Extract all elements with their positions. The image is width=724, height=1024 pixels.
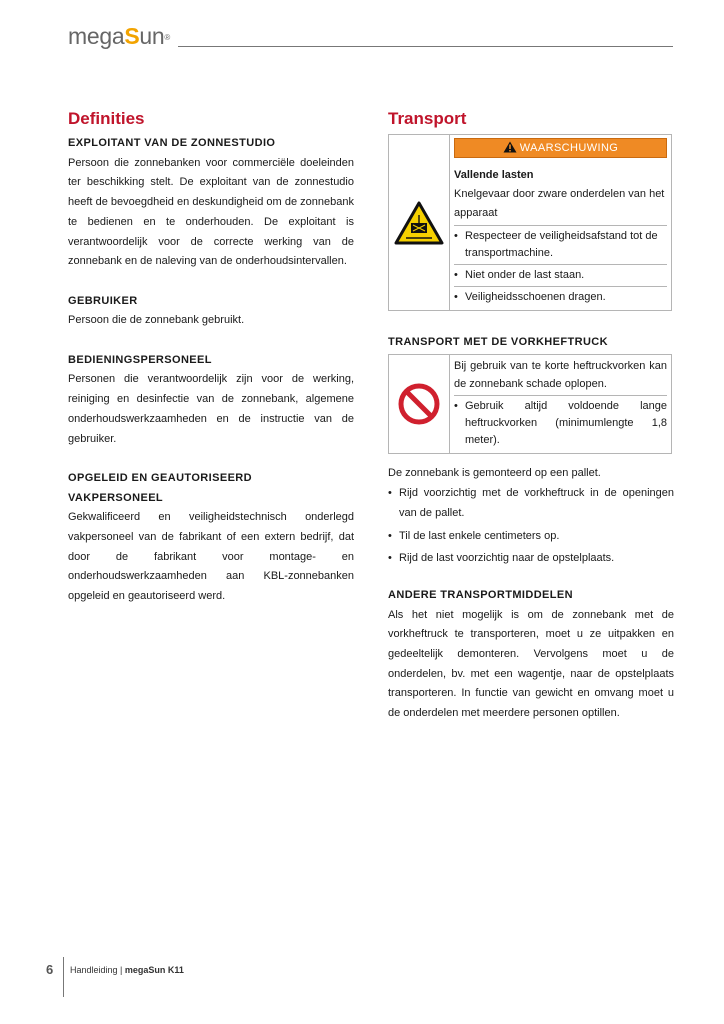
- warning-bullet-list-2: [454, 267, 667, 284]
- footer-doc-label: [70, 965, 184, 975]
- section-title-definities: Definities: [68, 109, 145, 128]
- forklift-intro: De zonnebank is gemonteerd op een pallet.: [388, 467, 601, 480]
- logo-text-un: un: [139, 23, 165, 49]
- logo-text-s: S: [124, 23, 140, 49]
- text-andere-transportmiddelen: Als het niet mogelijk is om de zonnebank met de vorkheftruck te transporteren, moet u ze uitpakken en gedeeltelijk demonteren. Vervolgens moet u de onderdelen, bv. met een wagentje, naar de opstelplaats transporteren. In functie van gewicht en omvang moet u de onderdelen met meerdere personen optillen.: [388, 608, 674, 720]
- right-column: [388, 108, 674, 724]
- megasun-logo: [68, 22, 170, 50]
- list-item: • Veiligheidsschoenen dragen.: [454, 289, 667, 306]
- text-vakpersoneel: Gekwalificeerd en veiligheidstechnisch onderlegd vakpersoneel van de fabrikant of een extern bedrijf, dat door de fabrikant voor montage- en onderhoudswerkzaamheden aan KBL-zonnebanken opgeleid en geautoriseerd werd.: [68, 511, 354, 603]
- heading-andere-transportmiddelen: ANDERE TRANSPORTMIDDELEN: [388, 588, 573, 601]
- warning-bullet-list-3: [454, 289, 667, 306]
- warning-box: [388, 134, 672, 311]
- warning-label: WAARSCHUWING: [519, 142, 619, 154]
- notice-bullet-list: [454, 398, 667, 449]
- footer-rule: [63, 957, 64, 997]
- list-item: • Rijd de last voorzichtig naar de opstelplaats.: [388, 549, 674, 569]
- falling-load-warning-icon: [394, 201, 444, 245]
- list-item: • Til de last enkele centimeters op.: [388, 527, 674, 547]
- list-item: • Gebruik altijd voldoende lange heftruckvorken (minimumlengte 1,8 meter).: [454, 398, 667, 449]
- warning-description: Knelgevaar door zware onderdelen van het apparaat: [454, 188, 665, 219]
- left-column: [68, 108, 354, 607]
- warning-subject: Vallende lasten: [454, 169, 534, 181]
- heading-vakpersoneel-line2: VAKPERSONEEL: [68, 491, 164, 504]
- heading-vakpersoneel-line1: OPGELEID EN GEAUTORISEERD: [68, 471, 252, 484]
- footer-product: megaSun K11: [124, 965, 184, 975]
- heading-gebruiker: GEBRUIKER: [68, 294, 138, 307]
- heading-exploitant: EXPLOITANT VAN DE ZONNESTUDIO: [68, 137, 276, 149]
- warning-bullet-list: [454, 228, 667, 262]
- notice-box: [388, 354, 672, 454]
- logo-text-mega: mega: [68, 23, 125, 49]
- forklift-steps: [388, 484, 674, 569]
- exclamation-triangle-icon: [503, 141, 517, 153]
- notice-content: [450, 355, 671, 453]
- list-item: • Rijd voorzichtig met de vorkheftruck in de openingen van de pallet.: [388, 484, 674, 523]
- prohibition-icon-cell: [389, 355, 450, 453]
- footer-label: Handleiding |: [70, 965, 125, 975]
- warning-icon-cell: [389, 135, 450, 310]
- header-rule: [178, 46, 673, 47]
- section-title-transport: Transport: [388, 109, 467, 128]
- notice-text: Bij gebruik van te korte heftruckvorken kan de zonnebank schade oplopen.: [454, 360, 667, 391]
- list-item: • Niet onder de last staan.: [454, 267, 667, 284]
- prohibition-icon: [397, 382, 441, 426]
- heading-vorkheftruck: TRANSPORT MET DE VORKHEFTRUCK: [388, 335, 608, 348]
- warning-banner: [454, 138, 667, 158]
- logo-registered-mark: ®: [164, 33, 170, 42]
- warning-content: [450, 135, 671, 310]
- text-gebruiker: Persoon die de zonnebank gebruikt.: [68, 314, 245, 327]
- heading-bedieningspersoneel: BEDIENINGSPERSONEEL: [68, 353, 212, 366]
- page-number: 6: [46, 962, 54, 977]
- list-item: • Respecteer de veiligheidsafstand tot de transportmachine.: [454, 228, 667, 262]
- text-exploitant: Persoon die zonnebanken voor commerciële doeleinden ter beschikking stelt. De exploitant van de zonnestudio heeft de bevoegdheid en deskundigheid om de zonnebank te bedienen en te onderhouden. De exploitant is verantwoordelijk voor de correcte werking van de zonnebank en de naleving van de onderhoudsintervallen.: [68, 156, 354, 268]
- text-bedieningspersoneel: Personen die verantwoordelijk zijn voor de werking, reiniging en desinfectie van de zonnebank, algemene onderhoudswerkzaamheden en de instructie van de gebruiker.: [68, 373, 354, 445]
